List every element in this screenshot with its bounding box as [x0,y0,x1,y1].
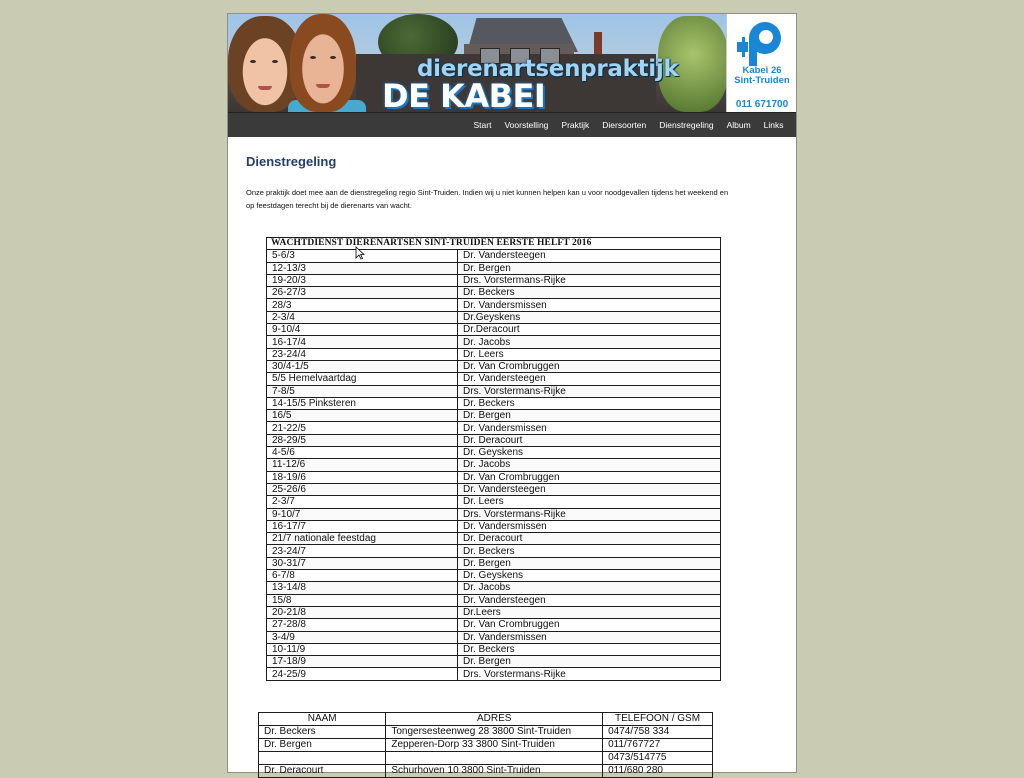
address-name: Dr. Deracourt [259,765,386,778]
table-row [259,726,713,739]
table-row [259,765,713,778]
schedule-date: 19-20/3 [267,274,458,286]
table-row [267,274,721,286]
schedule-vet: Dr. Vandersmissen [458,520,721,532]
schedule-date: 9-10/4 [267,324,458,336]
schedule-vet: Dr. Vandersteegen [458,483,721,495]
schedule-date: 27-28/8 [267,619,458,631]
table-row [267,348,721,360]
address-street [386,752,603,765]
banner-title: DE KABEI [382,77,546,112]
table-row [267,570,721,582]
address-name: Dr. Bergen [259,739,386,752]
intro-text: Onze praktijk doet mee aan de dienstregeling regio Sint-Truiden. Indien wij u niet kunnen helpen kan u voor noodgevallen tijdens het weekend en op feestdagen terecht bij de dierenarts van wacht. [246,188,729,210]
schedule-date: 21-22/5 [267,422,458,434]
table-row [267,545,721,557]
main-content [246,154,782,212]
page-container [227,13,797,776]
address-street: Schurhoven 10 3800 Sint-Truiden [386,765,603,778]
table-row [267,496,721,508]
table-row [267,459,721,471]
schedule-date: 6-7/8 [267,570,458,582]
schedule-date: 17-18/9 [267,656,458,668]
schedule-vet: Drs. Vorstermans-Rijke [458,668,721,680]
schedule-vet: Dr. Leers [458,348,721,360]
schedule-date: 14-15/5 Pinksteren [267,397,458,409]
table-row [267,631,721,643]
schedule-vet: Dr. Bergen [458,656,721,668]
schedule-vet: Dr. Deracourt [458,533,721,545]
nav-item-diersoorten[interactable]: Diersoorten [602,120,647,130]
schedule-header-row [267,238,721,250]
address-col-phone: TELEFOON / GSM [603,713,713,726]
schedule-vet: Dr. Vandersmissen [458,422,721,434]
schedule-vet: Dr. Geyskens [458,570,721,582]
logo-address: Kabei 26 Sint-Truiden [734,65,790,86]
table-row [267,520,721,532]
schedule-date: 18-19/6 [267,471,458,483]
schedule-scan [266,237,721,681]
schedule-date: 5/5 Hemelvaartdag [267,373,458,385]
table-row [267,311,721,323]
schedule-vet: Dr. Leers [458,496,721,508]
address-col-name: NAAM [259,713,386,726]
nav-item-start[interactable]: Start [473,120,492,130]
address-col-address: ADRES [386,713,603,726]
schedule-date: 26-27/3 [267,287,458,299]
table-row [259,752,713,765]
schedule-vet: Dr.Deracourt [458,324,721,336]
practice-logo[interactable] [726,14,796,112]
vet-photo-man [290,14,356,112]
table-row [267,299,721,311]
schedule-date: 16-17/4 [267,336,458,348]
main-nav [228,112,796,137]
schedule-vet: Drs. Vorstermans-Rijke [458,274,721,286]
schedule-vet: Dr. Jacobs [458,336,721,348]
schedule-date: 30-31/7 [267,557,458,569]
nav-item-album[interactable]: Album [726,120,751,130]
table-row [267,262,721,274]
schedule-date: 24-25/9 [267,668,458,680]
table-row [267,397,721,409]
schedule-table [266,237,721,681]
schedule-date: 20-21/8 [267,606,458,618]
schedule-date: 28/3 [267,299,458,311]
schedule-vet: Dr. Deracourt [458,434,721,446]
schedule-vet: Dr.Geyskens [458,311,721,323]
schedule-vet: Dr. Vandersteegen [458,373,721,385]
schedule-vet: Drs. Vorstermans-Rijke [458,385,721,397]
schedule-vet: Dr. Beckers [458,643,721,655]
schedule-date: 28-29/5 [267,434,458,446]
schedule-vet: Dr. Vandersmissen [458,631,721,643]
schedule-vet: Drs. Vorstermans-Rijke [458,508,721,520]
table-row [267,668,721,680]
table-row [267,557,721,569]
table-row [267,656,721,668]
table-row [267,336,721,348]
header-banner [228,14,796,112]
table-row [267,594,721,606]
schedule-date: 5-6/3 [267,250,458,262]
schedule-date: 16/5 [267,410,458,422]
schedule-date: 11-12/6 [267,459,458,471]
table-row [267,508,721,520]
table-row [267,324,721,336]
schedule-header: WACHTDIENST DIERENARTSEN SINT-TRUIDEN EERSTE HELFT 2016 [267,238,721,250]
address-phone: 011/680 280 [603,765,713,778]
schedule-date: 12-13/3 [267,262,458,274]
schedule-vet: Dr. Bergen [458,410,721,422]
schedule-date: 16-17/7 [267,520,458,532]
schedule-vet: Dr. Jacobs [458,582,721,594]
table-row [267,483,721,495]
schedule-vet: Dr. Van Crombruggen [458,619,721,631]
table-row [267,360,721,372]
table-row [267,385,721,397]
schedule-vet: Dr. Vandersteegen [458,594,721,606]
table-row [267,533,721,545]
schedule-vet: Dr.Leers [458,606,721,618]
banner-subtitle: dierenartsenpraktijk [417,56,679,82]
table-row [267,619,721,631]
schedule-date: 10-11/9 [267,643,458,655]
mouse-cursor-icon [355,246,365,260]
schedule-vet: Dr. Van Crombruggen [458,471,721,483]
schedule-vet: Dr. Beckers [458,545,721,557]
schedule-vet: Dr. Vandersmissen [458,299,721,311]
table-row [267,287,721,299]
schedule-date: 23-24/4 [267,348,458,360]
schedule-vet: Dr. Geyskens [458,447,721,459]
schedule-date: 15/8 [267,594,458,606]
schedule-date: 2-3/4 [267,311,458,323]
schedule-vet: Dr. Beckers [458,397,721,409]
schedule-vet: Dr. Van Crombruggen [458,360,721,372]
schedule-date: 3-4/9 [267,631,458,643]
address-street: Tongersesteenweg 28 3800 Sint-Truiden [386,726,603,739]
nav-item-dienstregeling[interactable]: Dienstregeling [659,120,714,130]
table-row [267,410,721,422]
address-phone: 0474/758 334 [603,726,713,739]
table-row [267,582,721,594]
schedule-vet: Dr. Bergen [458,262,721,274]
table-row [267,422,721,434]
address-header-row [259,713,713,726]
schedule-vet: Dr. Vandersteegen [458,250,721,262]
schedule-date: 21/7 nationale feestdag [267,533,458,545]
address-scan [258,712,713,778]
schedule-vet: Dr. Jacobs [458,459,721,471]
address-table [258,712,713,778]
address-phone: 0473/514775 [603,752,713,765]
address-phone: 011/767727 [603,739,713,752]
table-row [267,471,721,483]
schedule-date: 2-3/7 [267,496,458,508]
nav-item-voorstelling[interactable]: Voorstelling [504,120,549,130]
table-row [267,643,721,655]
address-street: Zepperen-Dorp 33 3800 Sint-Truiden [386,739,603,752]
paw-logo-icon [735,18,785,68]
nav-item-links[interactable]: Links [763,120,784,130]
schedule-date: 30/4-1/5 [267,360,458,372]
table-row [267,250,721,262]
schedule-vet: Dr. Bergen [458,557,721,569]
address-name: Dr. Beckers [259,726,386,739]
page-title: Dienstregeling [246,154,337,169]
table-row [267,373,721,385]
schedule-date: 4-5/6 [267,447,458,459]
table-row [267,447,721,459]
schedule-date: 9-10/7 [267,508,458,520]
schedule-date: 7-8/5 [267,385,458,397]
table-row [267,606,721,618]
schedule-date: 13-14/8 [267,582,458,594]
table-row [259,739,713,752]
nav-item-praktijk[interactable]: Praktijk [561,120,590,130]
address-name [259,752,386,765]
schedule-date: 25-26/6 [267,483,458,495]
schedule-vet: Dr. Beckers [458,287,721,299]
table-row [267,434,721,446]
schedule-date: 23-24/7 [267,545,458,557]
logo-phone: 011 671700 [735,99,789,110]
